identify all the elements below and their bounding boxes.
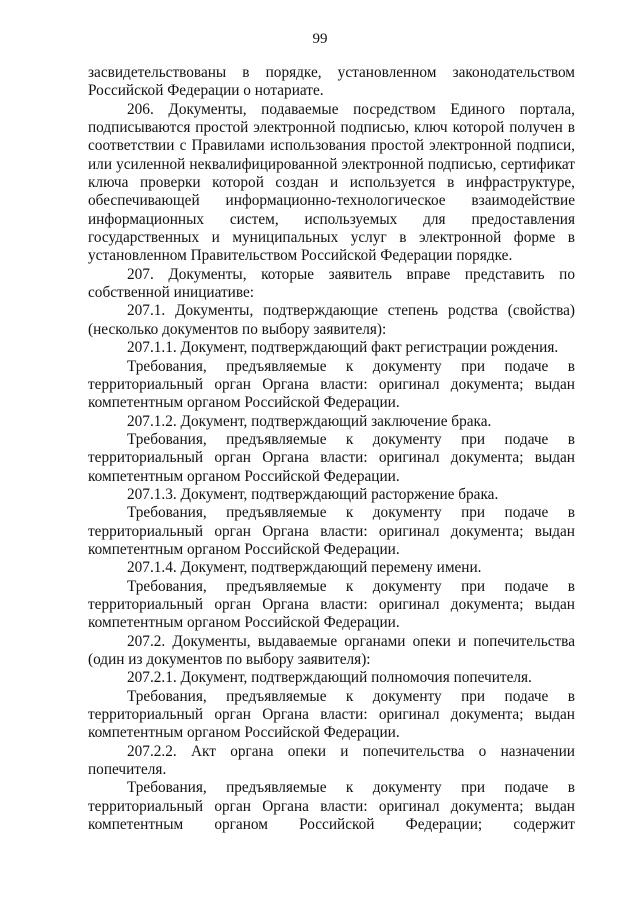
- page-number: 99: [312, 31, 328, 47]
- paragraph: 207. Документы, которые заявитель вправе представить по собственной инициативе:: [88, 265, 575, 302]
- document-body: [88, 64, 575, 834]
- paragraph: 207.1.4. Документ, подтверждающий перемену имени.: [127, 559, 482, 577]
- paragraph: 207.1. Документы, подтверждающие степень родства (свойства) (несколько документов по выбору заявителя):: [88, 302, 575, 338]
- paragraph: 207.2. Документы, выдаваемые органами опеки и попечительства (один из документов по выбору заявителя):: [88, 632, 575, 668]
- paragraph: Требования, предъявляемые к документу при подаче в территориальный орган Органа власти: оригинал документа; выдан компетентным органом Российской Федерации.: [88, 430, 575, 485]
- paragraph: Требования, предъявляемые к документу при подаче в территориальный орган Органа власти: оригинал документа; выдан компетентным органом Российской Федерации.: [88, 357, 575, 412]
- paragraph: Требования, предъявляемые к документу при подаче в территориальный орган Органа власти: оригинал документа; выдан компетентным органом Российской Федерации.: [88, 504, 575, 558]
- paragraph: Требования, предъявляемые к документу при подаче в территориальный орган Органа власти: оригинал документа; выдан компетентным органом Российской Федерации.: [88, 687, 575, 742]
- paragraph: засвидетельствованы в порядке, установленном законодательством Российской Федерации о нотариате.: [88, 64, 575, 100]
- paragraph: 206. Документы, подаваемые посредством Единого портала, подписываются простой электронной подписью, ключ которой получен в соответствии с Правилами использования простой электронной подписи, или усиленной неквалифицированной электронной подписью, сертификат ключа проверки которой создан и используется в инфраструктуре, обеспечивающей информационно-технологическое взаимодействие информационных систем, используемых для предоставления государственных и муниципальных услуг в электронной форме в установленном Правительством Российской Федерации порядке.: [88, 100, 575, 265]
- paragraph: 207.2.1. Документ, подтверждающий полномочия попечителя.: [127, 669, 532, 687]
- paragraph: Требования, предъявляемые к документу при подаче в территориальный орган Органа власти: оригинал документа; выдан компетентным органом Российской Федерации.: [88, 577, 575, 632]
- paragraph: 207.1.2. Документ, подтверждающий заключение брака.: [127, 412, 492, 430]
- paragraph: 207.1.1. Документ, подтверждающий факт регистрации рождения.: [127, 339, 559, 357]
- paragraph: 207.2.2. Акт органа опеки и попечительства о назначении попечителя.: [88, 742, 575, 779]
- paragraph: Требования, предъявляемые к документу при подаче в территориальный орган Органа власти: оригинал документа; выдан компетентным органом Российской Федерации; содержит: [88, 779, 575, 834]
- paragraph: 207.1.3. Документ, подтверждающий расторжение брака.: [127, 485, 499, 503]
